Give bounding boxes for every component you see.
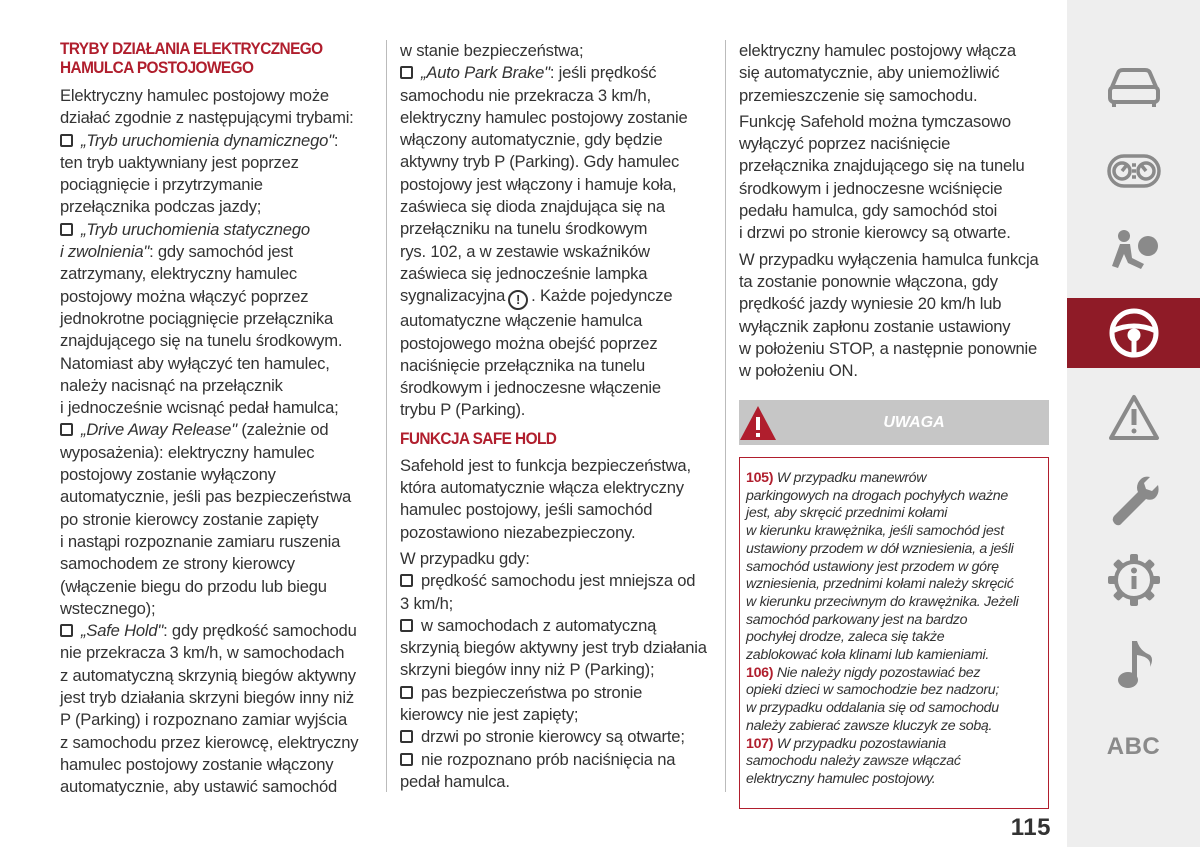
text-line: przełącznika znajdującego się na tunelu — [739, 156, 1025, 176]
text-line: postojowy jest włączony i hamuje koła, — [400, 174, 677, 194]
warning-triangle-icon — [1108, 393, 1160, 441]
text-line: zatrzymany, elektryczny hamulec — [60, 264, 297, 284]
parking-brake-warning-icon: ! — [508, 290, 528, 310]
section-heading: TRYBY DZIAŁANIA ELEKTRYCZNEGO HAMULCA POSTOJOWEGO — [60, 40, 323, 77]
text-line: elektryczny hamulec postojowy zostanie — [400, 107, 688, 127]
checkbox-bullet-icon — [60, 134, 73, 147]
sidebar-item-multimedia[interactable] — [1067, 628, 1200, 698]
text-line: Natomiast aby wyłączyć ten hamulec, — [60, 353, 330, 373]
airbag-icon — [1106, 224, 1162, 280]
text-line: skrzyni biegów inny niż P (Parking); — [400, 660, 655, 680]
text-line: przemieszczenie się samochodu. — [739, 85, 978, 105]
text-line: hamulec postojowy, jeśli samochód — [400, 500, 653, 520]
text-line: wyłącznik zapłonu zostanie ustawiony — [739, 316, 1011, 336]
text-line: jest tryb działania skrzyni biegów inny niż — [60, 688, 354, 708]
text-line: należy nacisnąć na przełącznik — [60, 375, 283, 395]
text-line: 3 km/h; — [400, 593, 454, 613]
text-line: zaświeca się jednocześnie lampka — [400, 263, 648, 283]
text-line: Funkcję Safehold można tymczasowo — [739, 111, 1011, 131]
sidebar-item-car[interactable] — [1067, 52, 1200, 122]
car-icon — [1106, 65, 1162, 109]
index-abc-label: ABC — [1106, 733, 1161, 760]
sidebar-item-driving[interactable] — [1067, 298, 1200, 368]
text-line: jest, aby skręcić przednimi kołami — [746, 505, 948, 522]
column-divider — [386, 40, 387, 792]
sidebar-item-dashboard[interactable] — [1067, 136, 1200, 206]
text-line: i zwolnienia": gdy samochód jest — [60, 242, 293, 262]
text-line: P (Parking) i rozpoznano zamiar wyjścia — [60, 710, 348, 730]
text-line: samochodem ze strony kierowcy — [60, 554, 295, 574]
list-item: „Drive Away Release" (zależnie od — [60, 419, 378, 441]
text-line: przełącznika podczas jazdy; — [60, 197, 262, 217]
text-line: w położeniu STOP, a następnie ponownie — [739, 338, 1038, 358]
list-item: nie rozpoznano prób naciśnięcia na — [400, 749, 710, 771]
text-line: pociągnięcie i przytrzymanie — [60, 175, 263, 195]
column-1 — [60, 40, 378, 799]
text-line: ten tryb uaktywniany jest poprzez — [60, 152, 299, 172]
music-note-icon — [1110, 635, 1158, 691]
text-line: W przypadku gdy: — [400, 548, 530, 568]
text-line: pedału hamulca, gdy samochód stoi — [739, 201, 998, 221]
text-line: naciśnięcie przełącznika na tunelu — [400, 355, 646, 375]
dashboard-icon — [1106, 151, 1162, 191]
text-line: znajdującego się na tunelu środkowym. — [60, 331, 343, 351]
text-line: pochyłej drodze, zaleca się także — [746, 629, 945, 646]
text-line: po stronie kierowcy zostanie zapięty — [60, 509, 319, 529]
text-line: skrzynią biegów aktywny jest tryb działania — [400, 638, 707, 658]
text-line: samochód ustawiony jest przodem w górę — [746, 558, 999, 575]
list-item: „Safe Hold": gdy prędkość samochodu — [60, 620, 378, 642]
text-line: postojowego można obejść poprzez — [400, 333, 658, 353]
text-line: należy zabierać zawsze kluczyk ze sobą. — [746, 717, 993, 734]
text-line: i nastąpi rozpoznanie zamiaru ruszenia — [60, 531, 341, 551]
text-line: prędkość jazdy wyniesie 20 km/h lub — [739, 294, 1002, 314]
text-line: środkowym i jednoczesne włączenie — [400, 378, 661, 398]
text-line: w stanie bezpieczeństwa; — [400, 41, 584, 60]
list-item: „Auto Park Brake": jeśli prędkość — [400, 62, 710, 84]
text-line: samochodu nie przekracza 3 km/h, — [400, 85, 651, 105]
section-heading-safe-hold: FUNKCJA SAFE HOLD — [400, 429, 557, 448]
text-line: postojowy zostanie wyłączony — [60, 465, 276, 485]
text-line: w kierunku krawężnika, jeśli samochód jest — [746, 523, 1004, 540]
list-item: drzwi po stronie kierowcy są otwarte; — [400, 726, 710, 748]
info-gear-icon — [1106, 552, 1162, 608]
text-line: W przypadku wyłączenia hamulca funkcja — [739, 249, 1039, 269]
text-line: automatycznie, aby ustawić samochód — [60, 777, 338, 797]
checkbox-bullet-icon — [400, 66, 413, 79]
text-line: zaświeca się dioda znajdująca się na — [400, 197, 665, 217]
column-2 — [400, 40, 710, 793]
text-line: zablokować koła klinami lub kamieniami. — [746, 647, 989, 664]
warning-title: UWAGA — [883, 414, 945, 431]
warning-header-bar — [739, 400, 1049, 445]
sidebar-item-technical-data[interactable] — [1067, 545, 1200, 615]
list-item: pas bezpieczeństwa po stronie — [400, 682, 710, 704]
sidebar-item-index[interactable] — [1067, 712, 1200, 782]
text-line: automatyczne włączenie hamulca — [400, 311, 643, 331]
text-line: Safehold jest to funkcja bezpieczeństwa, — [400, 455, 691, 475]
checkbox-bullet-icon — [60, 624, 73, 637]
warning-note-105: 105) W przypadku manewrów — [746, 470, 927, 486]
text-line: w kierunku przeciwnym do krawężnika. Jeżeli — [746, 593, 1019, 610]
text-line: (włączenie biegu do przodu lub biegu — [60, 576, 327, 596]
text-line: opieki dzieci w samochodzie bez nadzoru; — [746, 682, 999, 699]
warning-note-106: 106) Nie należy nigdy pozostawiać bez — [746, 664, 981, 681]
text-line: samochodu należy zawsze włączać — [746, 753, 961, 770]
text-line: trybu P (Parking). — [400, 400, 526, 420]
text-line: i drzwi po stronie kierowcy są otwarte. — [739, 223, 1011, 243]
checkbox-bullet-icon — [400, 730, 413, 743]
chapter-sidebar — [1067, 0, 1200, 847]
page-number: 115 — [1010, 814, 1051, 841]
text-line: elektryczny hamulec postojowy włącza — [739, 41, 1016, 60]
text-line: postojowy można włączyć poprzez — [60, 286, 309, 306]
text-line: ta zostanie ponownie włączona, gdy — [739, 271, 998, 291]
text-line: hamulec postojowy zostanie włączony — [60, 754, 334, 774]
warning-note-107: 107) W przypadku pozostawiania — [746, 735, 946, 752]
text-line: z samochodu przez kierowcę, elektryczny — [60, 732, 359, 752]
text-line: Elektryczny hamulec postojowy może — [60, 86, 329, 105]
text-line: przełączniku na tunelu środkowym — [400, 219, 648, 239]
column-3 — [739, 40, 1051, 382]
list-item: „Tryb uruchomienia dynamicznego": — [60, 130, 378, 152]
wrench-icon — [1106, 473, 1162, 529]
text-line: elektryczny hamulec postojowy. — [746, 770, 936, 787]
warning-box — [739, 457, 1049, 809]
text-line: i jednocześnie wcisnąć pedał hamulca; — [60, 398, 339, 418]
list-item: „Tryb uruchomienia statycznego — [60, 219, 378, 241]
sidebar-item-maintenance[interactable] — [1067, 466, 1200, 536]
checkbox-bullet-icon — [60, 223, 73, 236]
column-divider — [725, 40, 726, 792]
text-line: z automatyczną skrzynią biegów aktywny — [60, 665, 356, 685]
text-line: ustawiony przodem w dół wzniesienia, a jeśli — [746, 540, 1014, 557]
list-item: prędkość samochodu jest mniejsza od — [400, 570, 710, 592]
text-line: włączony automatycznie, gdy będzie — [400, 130, 663, 150]
text-line: w położeniu ON. — [739, 361, 858, 381]
checkbox-bullet-icon — [400, 574, 413, 587]
text-line: pozostawiono niezabezpieczony. — [400, 522, 636, 542]
sidebar-item-emergency[interactable] — [1067, 382, 1200, 452]
text-line: kierowcy nie jest zapięty; — [400, 705, 579, 725]
text-line: parkingowych na drogach pochyłych ważne — [746, 487, 1008, 504]
text-line: się automatycznie, aby uniemożliwić — [739, 63, 1000, 83]
checkbox-bullet-icon — [400, 686, 413, 699]
text-line: wyłączyć poprzez naciśnięcie — [739, 134, 951, 154]
text-line: nie przekracza 3 km/h, w samochodach — [60, 643, 345, 663]
text-line: automatycznie, jeśli pas bezpieczeństwa — [60, 487, 352, 507]
sidebar-item-safety[interactable] — [1067, 217, 1200, 287]
text-line: aktywny tryb P (Parking). Gdy hamulec — [400, 152, 680, 172]
text-line: rys. 102, a w zestawie wskaźników — [400, 241, 650, 261]
text-line: pedał hamulca. — [400, 771, 510, 791]
text-line: środkowym i jednoczesne wciśnięcie — [739, 178, 1003, 198]
text-line: wyposażenia): elektryczny hamulec — [60, 442, 315, 462]
text-line: sygnalizacyjna ! . Każde pojedyncze — [400, 285, 710, 310]
list-item: w samochodach z automatyczną — [400, 615, 710, 637]
text-line: wzniesienia, przednimi kołami należy skręcić — [746, 576, 1014, 593]
text-line: wstecznego); — [60, 598, 156, 618]
text-line: która automatycznie włącza elektryczny — [400, 478, 684, 498]
checkbox-bullet-icon — [60, 423, 73, 436]
text-line: samochód parkowany jest na bardzo — [746, 611, 968, 628]
steering-wheel-icon — [1106, 305, 1162, 361]
text-line: jednokrotne pociągnięcie przełącznika — [60, 308, 334, 328]
text-line: w przypadku oddalania się od samochodu — [746, 700, 999, 717]
text-line: działać zgodnie z następującymi trybami: — [60, 108, 354, 128]
checkbox-bullet-icon — [400, 619, 413, 632]
checkbox-bullet-icon — [400, 753, 413, 766]
